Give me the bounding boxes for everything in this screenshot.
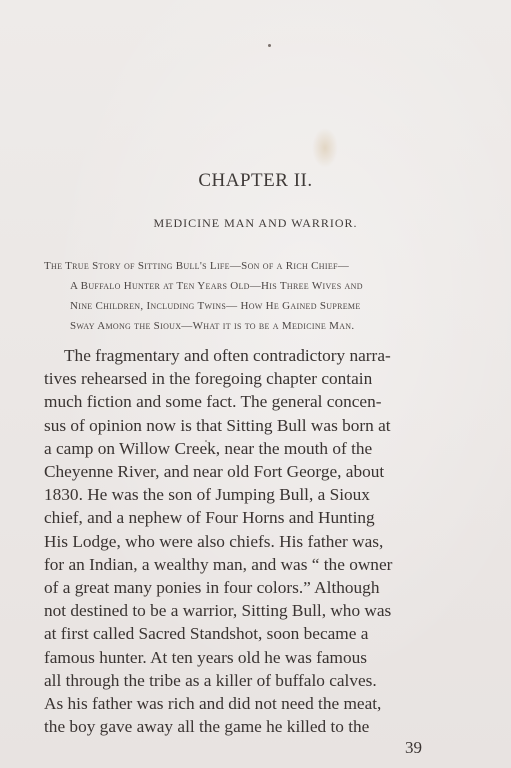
paper-speck: [268, 44, 271, 47]
body-line: 1830. He was the son of Jumping Bull, a Sioux: [44, 485, 370, 505]
body-line: As his father was rich and did not need the meat,: [44, 694, 382, 714]
body-line: His Lodge, who were also chiefs. His father was,: [44, 531, 384, 551]
body-line: sus of opinion now is that Sitting Bull was born at: [44, 415, 391, 435]
body-line: all through the tribe as a killer of buffalo calves.: [44, 670, 377, 690]
chapter-subtitle: MEDICINE MAN AND WARRIOR.: [153, 216, 358, 230]
synopsis-line: The True Story of Sitting Bull's Life—Son of a Rich Chief—: [44, 260, 350, 272]
synopsis-line: A Buffalo Hunter at Ten Years Old—His Three Wives and: [70, 280, 363, 292]
body-paragraph: [44, 344, 474, 738]
body-line: a camp on Willow Creek, near the mouth of the: [44, 438, 373, 458]
body-line: tives rehearsed in the foregoing chapter contain: [44, 369, 373, 389]
body-line: Cheyenne River, and near old Fort George, about: [44, 462, 385, 482]
body-line: not destined to be a warrior, Sitting Bull, who was: [44, 601, 392, 621]
page-number: 39: [405, 738, 422, 757]
body-line: for an Indian, a wealthy man, and was “ the owner: [44, 554, 393, 574]
synopsis-line: Sway Among the Sioux—What it is to be a Medicine Man.: [70, 320, 355, 332]
body-line: at first called Sacred Standshot, soon became a: [44, 624, 369, 644]
body-line: the boy gave away all the game he killed to the: [44, 717, 370, 737]
chapter-synopsis: [44, 256, 474, 336]
chapter-title: CHAPTER II.: [198, 170, 313, 191]
body-line: much fiction and some fact. The general concen-: [44, 392, 382, 412]
body-line: of a great many ponies in four colors.” Although: [44, 578, 380, 598]
body-line: chief, and a nephew of Four Horns and Hunting: [44, 508, 375, 528]
body-line: The fragmentary and often contradictory narra-: [64, 346, 391, 365]
paper-stain: [312, 128, 338, 168]
synopsis-line: Nine Children, Including Twins— How He Gained Supreme: [70, 300, 361, 312]
body-line: famous hunter. At ten years old he was famous: [44, 647, 367, 667]
